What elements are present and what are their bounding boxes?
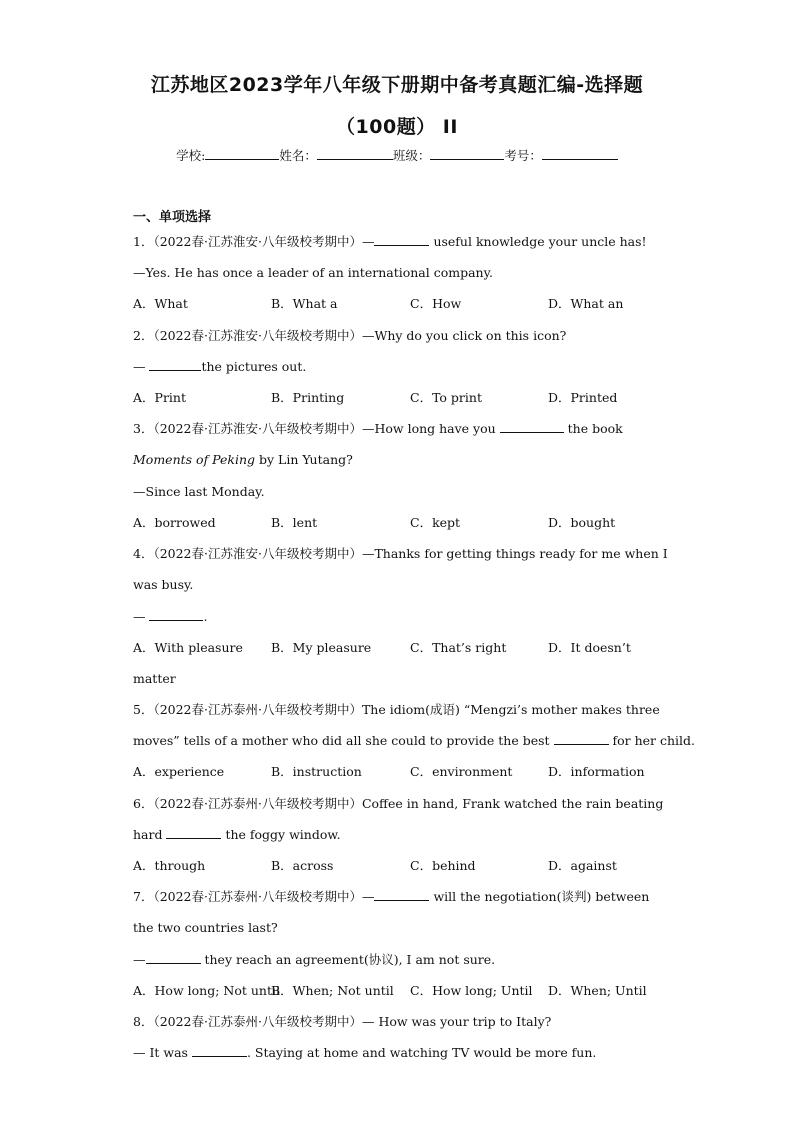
question-5-stem [133, 702, 660, 718]
option-d[interactable]: D．When; Until [548, 983, 647, 998]
stem-text: — [133, 609, 150, 624]
stem-text: —Why do you click on this icon? [361, 328, 567, 343]
question-6-line2 [133, 827, 341, 843]
option-d[interactable]: D．bought [548, 515, 616, 530]
question-number: 6． [133, 796, 154, 811]
stem-text: they reach an agreement(协议), I am not sure. [200, 952, 496, 967]
answer-blank[interactable] [166, 827, 221, 839]
question-2-stem [133, 328, 566, 344]
answer-blank[interactable] [374, 889, 429, 901]
option-d[interactable]: D．Printed [548, 390, 618, 405]
stem-text: . Staying at home and watching TV would be more fun. [246, 1045, 597, 1060]
question-source: （2022春·江苏淮安·八年级校考期中） [153, 234, 362, 249]
option-a[interactable]: A．experience [133, 764, 225, 779]
question-number: 8． [133, 1014, 154, 1029]
question-source: （2022春·江苏淮安·八年级校考期中） [153, 421, 362, 436]
answer-blank[interactable] [149, 359, 201, 371]
id-label: 考号： [504, 148, 542, 163]
page-title: 江苏地区2023学年八年级下册期中备考真题汇编-选择题 [150, 74, 644, 96]
stem-text: —Thanks for getting things ready for me when I [361, 546, 668, 561]
answer-blank[interactable] [554, 733, 609, 745]
question-source: （2022春·江苏泰州·八年级校考期中） [153, 1014, 362, 1029]
id-blank[interactable] [542, 147, 618, 160]
question-3-line2 [133, 452, 353, 468]
option-d-wrap: matter [133, 671, 176, 686]
question-3-stem [133, 421, 623, 437]
question-8-line2 [133, 1045, 596, 1061]
stem-text: — [361, 889, 375, 904]
stem-text: —How long have you [361, 421, 500, 436]
answer-blank[interactable] [192, 1045, 247, 1057]
question-source: （2022春·江苏淮安·八年级校考期中） [153, 546, 362, 561]
stem-text: — [361, 234, 375, 249]
option-c[interactable]: C．How [410, 296, 462, 311]
stem-text: . [203, 609, 208, 624]
stem-text: The idiom(成语) “Mengzi’s mother makes three [361, 702, 660, 717]
book-title: Moments of Peking [133, 452, 256, 467]
question-7-stem [133, 889, 649, 905]
question-source: （2022春·江苏淮安·八年级校考期中） [153, 328, 362, 343]
question-source: （2022春·江苏泰州·八年级校考期中） [153, 702, 362, 717]
answer-blank[interactable] [146, 952, 201, 964]
option-c[interactable]: C．kept [410, 515, 461, 530]
section-heading: 一、单项选择 [133, 210, 212, 225]
option-b[interactable]: B．When; Not until [271, 983, 394, 998]
stem-text: the pictures out. [201, 359, 307, 374]
option-a[interactable]: A．through [133, 858, 206, 873]
question-source: （2022春·江苏泰州·八年级校考期中） [153, 889, 362, 904]
stem-text: the book [563, 421, 623, 436]
question-number: 7． [133, 889, 154, 904]
question-6-stem [133, 796, 663, 812]
question-7-line3 [133, 952, 495, 968]
school-blank[interactable] [205, 147, 279, 160]
stem-text: by Lin Yutang? [255, 452, 353, 467]
question-4-line2: was busy. [133, 577, 194, 592]
question-number: 2． [133, 328, 154, 343]
stem-text: — [133, 952, 146, 967]
question-source: （2022春·江苏泰州·八年级校考期中） [153, 796, 362, 811]
stem-text: the foggy window. [221, 827, 341, 842]
question-8-stem [133, 1014, 551, 1030]
name-blank[interactable] [317, 147, 393, 160]
option-c[interactable]: C．How long; Until [410, 983, 533, 998]
option-b[interactable]: B．instruction [271, 764, 362, 779]
question-number: 5． [133, 702, 154, 717]
name-label: 姓名： [279, 148, 317, 163]
question-number: 4． [133, 546, 154, 561]
stem-text: for her child. [608, 733, 696, 748]
option-b[interactable]: B．My pleasure [271, 640, 372, 655]
question-1-line2: —Yes. He has once a leader of an international company. [133, 265, 493, 280]
option-c[interactable]: C．That’s right [410, 640, 507, 655]
answer-blank[interactable] [374, 234, 429, 246]
school-label: 学校: [176, 148, 206, 163]
class-label: 班级： [392, 148, 431, 163]
option-c[interactable]: C．environment [410, 764, 513, 779]
stem-text: — How was your trip to Italy? [361, 1014, 552, 1029]
option-d[interactable]: D．against [548, 858, 617, 873]
question-number: 3． [133, 421, 154, 436]
stem-text: will the negotiation(谈判) between [429, 889, 650, 904]
option-a[interactable]: A．How long; Not until [133, 983, 280, 998]
question-4-stem [133, 546, 668, 562]
answer-blank[interactable] [149, 609, 203, 621]
option-b[interactable]: B．across [271, 858, 334, 873]
question-5-line2 [133, 733, 695, 749]
option-b[interactable]: B．lent [271, 515, 318, 530]
option-c[interactable]: C．To print [410, 390, 482, 405]
question-2-line2 [133, 359, 306, 375]
stem-text: hard [133, 827, 167, 842]
stem-text: useful knowledge your uncle has! [429, 234, 647, 249]
option-a[interactable]: A．With pleasure [133, 640, 243, 655]
page-subtitle: （100题） II [336, 116, 458, 138]
option-b[interactable]: B．Printing [271, 390, 345, 405]
option-d[interactable]: D．information [548, 764, 645, 779]
question-3-line3: —Since last Monday. [133, 484, 265, 499]
question-4-line3 [133, 609, 207, 625]
option-c[interactable]: C．behind [410, 858, 476, 873]
stem-text: moves” tells of a mother who did all she could to provide the best [133, 733, 554, 748]
option-a[interactable]: A．What [133, 296, 188, 311]
option-a[interactable]: A．borrowed [133, 515, 216, 530]
stem-text: — [133, 359, 150, 374]
option-d[interactable]: D．What an [548, 296, 624, 311]
option-b[interactable]: B．What a [271, 296, 338, 311]
stem-text: Coffee in hand, Frank watched the rain beating [361, 796, 664, 811]
answer-blank[interactable] [500, 421, 564, 433]
question-7-line2: the two countries last? [133, 920, 278, 935]
option-a[interactable]: A．Print [133, 390, 186, 405]
student-info-line [0, 146, 794, 164]
option-d[interactable]: D．It doesn’t [548, 640, 631, 655]
class-blank[interactable] [430, 147, 504, 160]
question-1-stem [133, 234, 647, 250]
question-number: 1． [133, 234, 154, 249]
stem-text: — It was [133, 1045, 192, 1060]
